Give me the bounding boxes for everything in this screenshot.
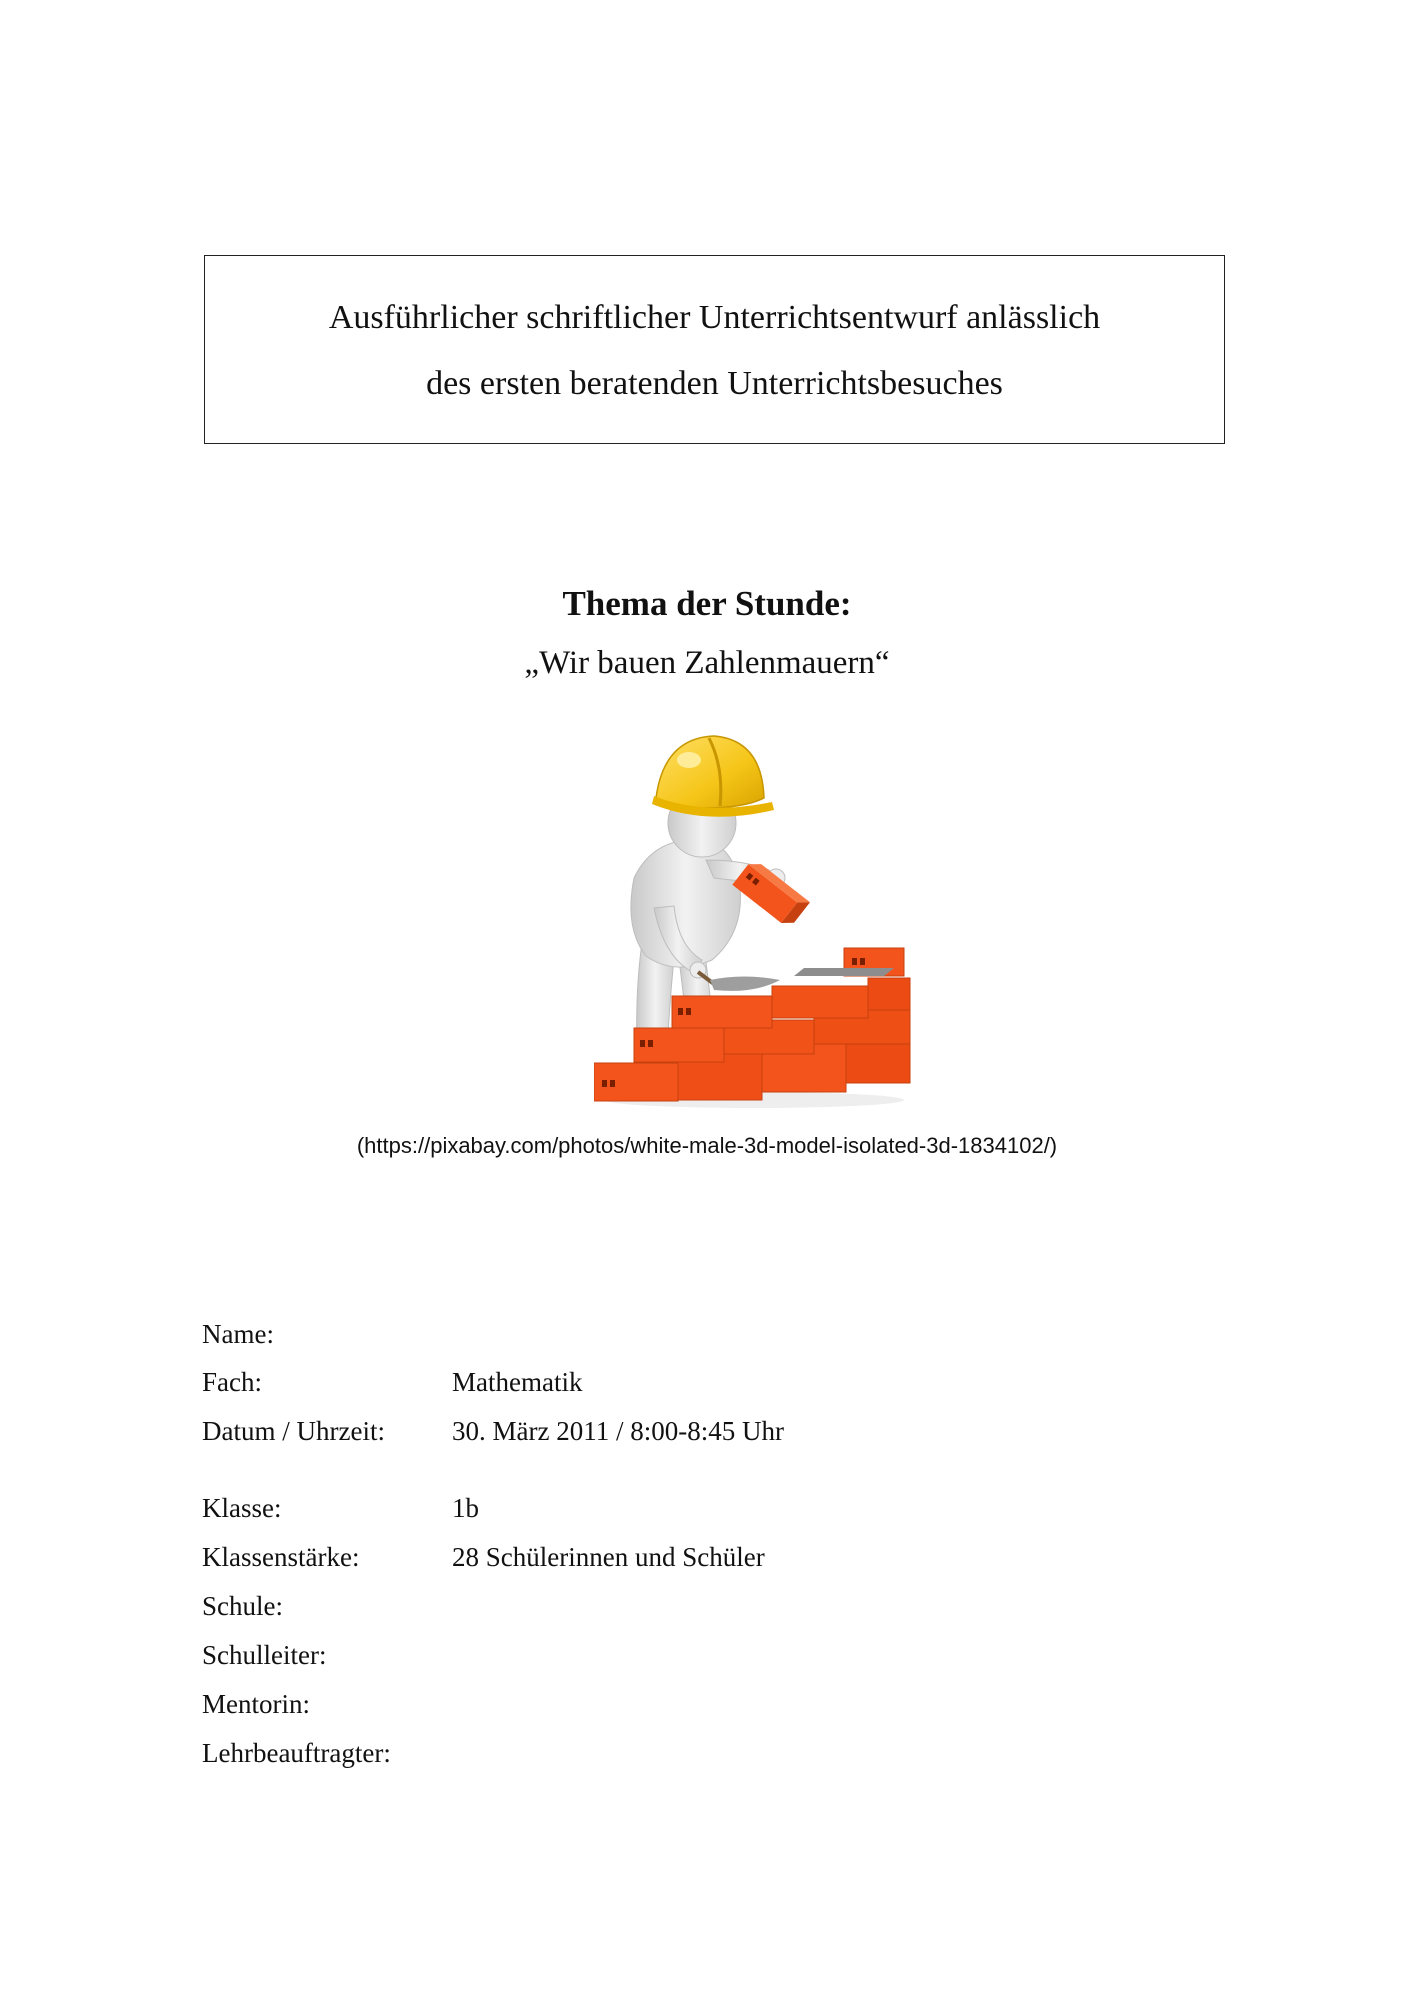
name-label: Name: <box>202 1319 274 1349</box>
image-source-caption: (https://pixabay.com/photos/white-male-3d-model-isolated-3d-1834102/) <box>356 1133 1058 1158</box>
topic-heading: Thema der Stunde: <box>562 584 852 623</box>
document-title-box <box>204 255 1225 444</box>
klassenstaerke-label: Klassenstärke: <box>202 1542 360 1572</box>
klasse-value: 1b <box>452 1493 479 1523</box>
datum-label: Datum / Uhrzeit: <box>202 1416 385 1446</box>
topic-title: „Wir bauen Zahlenmauern“ <box>524 645 890 681</box>
schulleiter-label: Schulleiter: <box>202 1640 327 1670</box>
fach-label: Fach: <box>202 1367 262 1397</box>
schule-label: Schule: <box>202 1591 283 1621</box>
lehrbeauftragter-label: Lehrbeauftragter: <box>202 1738 391 1768</box>
klassenstaerke-value: 28 Schülerinnen und Schüler <box>452 1542 765 1572</box>
klasse-label: Klasse: <box>202 1493 282 1523</box>
fach-value: Mathematik <box>452 1367 583 1397</box>
datum-value: 30. März 2011 / 8:00-8:45 Uhr <box>452 1416 784 1446</box>
bricklayer-figure-illustration <box>594 728 924 1113</box>
mentorin-label: Mentorin: <box>202 1689 310 1719</box>
document-title-line-2: des ersten beratenden Unterrichtsbesuches <box>426 365 1003 402</box>
document-title-line-1: Ausführlicher schriftlicher Unterrichtsentwurf anlässlich <box>328 299 1101 336</box>
